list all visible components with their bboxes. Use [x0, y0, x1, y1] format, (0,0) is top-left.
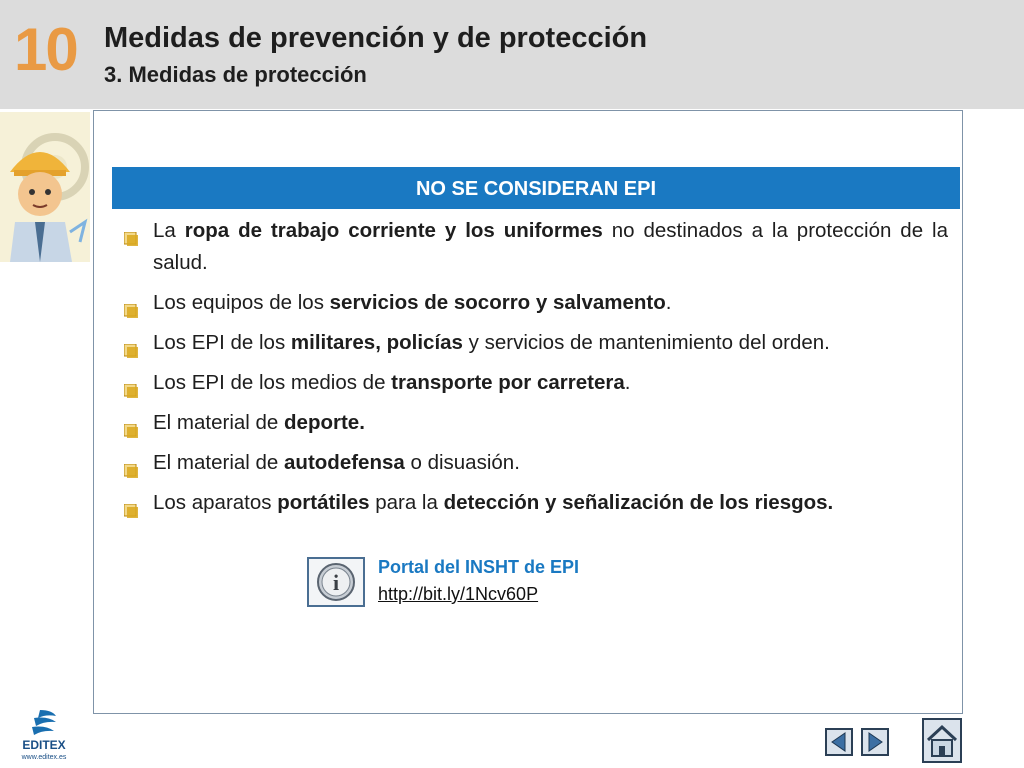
checkbox-bullet-icon [124, 416, 138, 430]
bullet-text: o disuasión. [404, 451, 520, 474]
bullet-bold-text: autodefensa [284, 451, 405, 474]
bullet-item [122, 287, 948, 319]
info-icon[interactable] [307, 557, 365, 607]
bullet-text: Los aparatos [153, 491, 278, 514]
checkbox-bullet-icon [124, 496, 138, 510]
home-icon[interactable] [922, 718, 962, 763]
prev-arrow-icon[interactable] [825, 728, 853, 756]
bullet-text: no destinados a la protección de la salud. [153, 219, 948, 274]
section-banner: NO SE CONSIDERAN EPI [112, 167, 960, 209]
chapter-number: 10 [14, 16, 77, 83]
bullet-text: Los EPI de los medios de [153, 371, 392, 394]
bullet-text: El material de [153, 411, 285, 434]
bullet-item [122, 487, 948, 519]
editex-logo [12, 708, 76, 762]
bullet-text: El material de [153, 451, 285, 474]
editex-url: www.editex.es [21, 754, 67, 761]
bullet-text: Los EPI de los [153, 331, 291, 354]
bullet-bold-text: ropa de trabajo corriente y los uniformes [184, 219, 603, 242]
checkbox-bullet-icon [124, 296, 138, 310]
bullet-bold-text: transporte por carretera [391, 371, 625, 394]
bullet-item [122, 367, 948, 399]
bullet-text: . [624, 371, 631, 394]
bullet-list [122, 215, 948, 527]
bullet-item [122, 327, 948, 359]
bullet-text: . [665, 291, 672, 314]
checkbox-bullet-icon [124, 336, 138, 350]
portal-title: Portal del INSHT de EPI [378, 557, 580, 577]
worker-illustration [0, 112, 90, 262]
page-subtitle: 3. Medidas de protección [104, 62, 367, 87]
bullet-item [122, 447, 948, 479]
bullet-item [122, 407, 948, 439]
bullet-bold-text: detección y señalización de los riesgos. [443, 491, 834, 514]
page-title: Medidas de prevención y de protección [104, 22, 648, 54]
bullet-text: Los equipos de los [153, 291, 330, 314]
svg-text:i: i [332, 570, 340, 595]
bullet-text: y servicios de mantenimiento del orden. [462, 331, 830, 354]
bullet-item [122, 215, 948, 279]
next-arrow-icon[interactable] [861, 728, 889, 756]
checkbox-bullet-icon [124, 456, 138, 470]
bullet-text: La [153, 219, 185, 242]
editex-brand: EDITEX [22, 738, 66, 752]
bullet-bold-text: deporte. [284, 411, 365, 434]
checkbox-bullet-icon [124, 376, 138, 390]
bullet-text: para la [369, 491, 444, 514]
bullet-bold-text: militares, policías [290, 331, 463, 354]
checkbox-bullet-icon [124, 224, 138, 238]
bullet-bold-text: servicios de socorro y salvamento [329, 291, 666, 314]
portal-link[interactable]: http://bit.ly/1Ncv60P [378, 584, 539, 604]
bullet-bold-text: portátiles [277, 491, 370, 514]
